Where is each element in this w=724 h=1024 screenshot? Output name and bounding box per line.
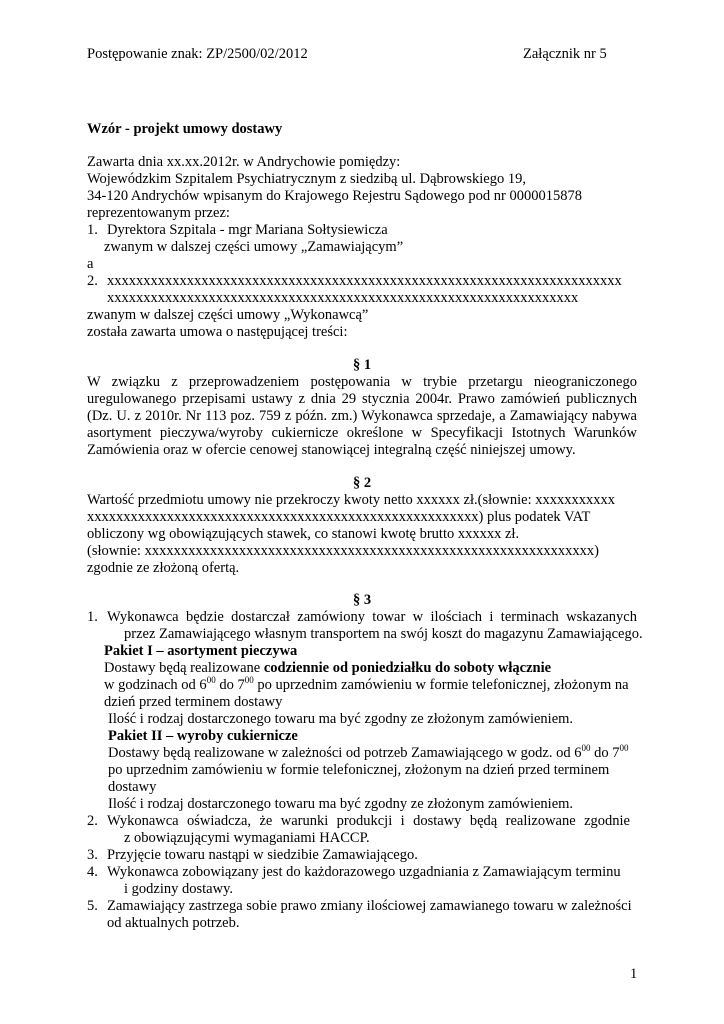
page-number: 1 — [630, 966, 638, 982]
package-1-line: Ilość i rodzaj dostarczonego towaru ma być zgodny ze złożonym zamówieniem. — [108, 711, 574, 727]
package-1-line: Dostawy będą realizowane codziennie od poniedziałku do soboty włącznie — [104, 660, 552, 676]
intro-line: Zawarta dnia xx.xx.2012r. w Andrychowie pomiędzy: — [87, 154, 401, 170]
package-2-line: Ilość i rodzaj dostarczonego towaru ma być zgodny ze złożonym zamówieniem. — [108, 796, 574, 812]
section-1-line: Zamówienia oraz w ofercie cenowej stanowiącej integralną część niniejszej umowy. — [87, 442, 576, 458]
party-alias: zwanym w dalszej części umowy „Zamawiającym” — [104, 239, 404, 255]
list-item-line: Przyjęcie towaru nastąpi w siedzibie Zamawiającego. — [107, 847, 418, 863]
list-number: 3. — [87, 847, 98, 863]
party-number: 1. — [87, 222, 98, 238]
list-item-line: Wykonawca zobowiązany jest do każdorazowego uzgadniania z Zamawiającym terminu — [107, 864, 621, 880]
package-1-title: Pakiet I – asortyment pieczywa — [104, 643, 298, 659]
document-title: Wzór - projekt umowy dostawy — [87, 121, 283, 137]
section-1-line: asortyment pieczywa/wyroby cukiernicze określone w Specyfikacji Istotnych Warunków — [87, 425, 637, 441]
list-item-line: Wykonawca oświadcza, że warunki produkcji i dostawy będą realizowane zgodnie — [107, 813, 630, 829]
package-2-line: po uprzednim zamówieniu w formie telefonicznej, złożonym na dzień przed terminem — [108, 762, 610, 778]
header-reference: Postępowanie znak: ZP/2500/02/2012 — [87, 46, 308, 62]
intro-line: 34-120 Andrychów wpisanym do Krajowego Rejestru Sądowego pod nr 0000015878 — [87, 188, 582, 204]
list-item-line: Zamawiający zastrzega sobie prawo zmiany ilościowej zamawianego towaru w zależności — [107, 898, 632, 914]
section-2-line: zgodnie ze złożoną ofertą. — [87, 560, 240, 576]
package-2-line: Dostawy będą realizowane w zależności od potrzeb Zamawiającego w godz. od $6^{00}$ do $7^{00}$ — [108, 743, 629, 761]
list-item-line: i godziny dostawy. — [124, 881, 234, 897]
party-placeholder: xxxxxxxxxxxxxxxxxxxxxxxxxxxxxxxxxxxxxxxxxxxxxxxxxxxxxxxxxxxxxxxxxxxxxxx — [107, 273, 622, 289]
party-name: Dyrektora Szpitala - mgr Mariana Sołtysiewicza — [107, 222, 388, 238]
list-number: 1. — [87, 609, 98, 625]
intro-line: reprezentowanym przez: — [87, 205, 230, 221]
section-2-line: xxxxxxxxxxxxxxxxxxxxxxxxxxxxxxxxxxxxxxxxxxxxxxxxxxxxxx) plus podatek VAT — [87, 509, 591, 525]
package-1-line: w godzinach od $6^{00}$ do $7^{00}$ po uprzednim zamówieniu w formie telefonicznej, złożonym na — [104, 675, 629, 693]
header-attachment: Załącznik nr 5 — [523, 46, 607, 62]
section-1-line: uregulowanego przepisami ustawy z dnia 29 stycznia 2004r. Prawo zamówień publicznych — [87, 391, 637, 407]
list-number: 2. — [87, 813, 98, 829]
party-alias: zwanym w dalszej części umowy „Wykonawcą” — [87, 307, 369, 323]
list-item-line: z obowiązującymi wymaganiami HACCP. — [124, 830, 370, 846]
list-number: 5. — [87, 898, 98, 914]
section-2-line: Wartość przedmiotu umowy nie przekroczy kwoty netto xxxxxx zł.(słownie: xxxxxxxxxxx — [87, 492, 615, 508]
conjunction: a — [87, 256, 94, 272]
list-item-line: przez Zamawiającego własnym transportem na swój koszt do magazynu Zamawiającego. — [124, 626, 643, 642]
section-1-line: W związku z przeprowadzeniem postępowania w trybie przetargu nieograniczonego — [87, 374, 637, 390]
package-1-line: dzień przed terminem dostawy — [104, 694, 283, 710]
list-item-line: Wykonawca będzie dostarczał zamówiony towar w ilościach i terminach wskazanych — [107, 609, 637, 625]
package-2-title: Pakiet II – wyroby cukiernicze — [108, 728, 298, 744]
section-2-line: (słownie: xxxxxxxxxxxxxxxxxxxxxxxxxxxxxxxxxxxxxxxxxxxxxxxxxxxxxxxxxxxxxx) — [87, 543, 599, 559]
section-heading: § 3 — [352, 592, 372, 608]
list-number: 4. — [87, 864, 98, 880]
section-heading: § 2 — [352, 475, 372, 491]
party-number: 2. — [87, 273, 98, 289]
package-2-line: dostawy — [108, 779, 157, 795]
section-2-line: obliczony wg obowiązujących stawek, co stanowi kwotę brutto xxxxxx zł. — [87, 526, 520, 542]
intro-line: została zawarta umowa o następującej treści: — [87, 324, 348, 340]
section-1-line: (Dz. U. z 2010r. Nr 113 poz. 759 z późn. zm.) Wykonawca sprzedaje, a Zamawiający nabywa — [87, 408, 637, 424]
party-placeholder: xxxxxxxxxxxxxxxxxxxxxxxxxxxxxxxxxxxxxxxxxxxxxxxxxxxxxxxxxxxxxxxxx — [107, 290, 579, 306]
list-item-line: od aktualnych potrzeb. — [107, 915, 240, 931]
intro-line: Wojewódzkim Szpitalem Psychiatrycznym z siedzibą ul. Dąbrowskiego 19, — [87, 171, 526, 187]
section-heading: § 1 — [352, 357, 372, 373]
